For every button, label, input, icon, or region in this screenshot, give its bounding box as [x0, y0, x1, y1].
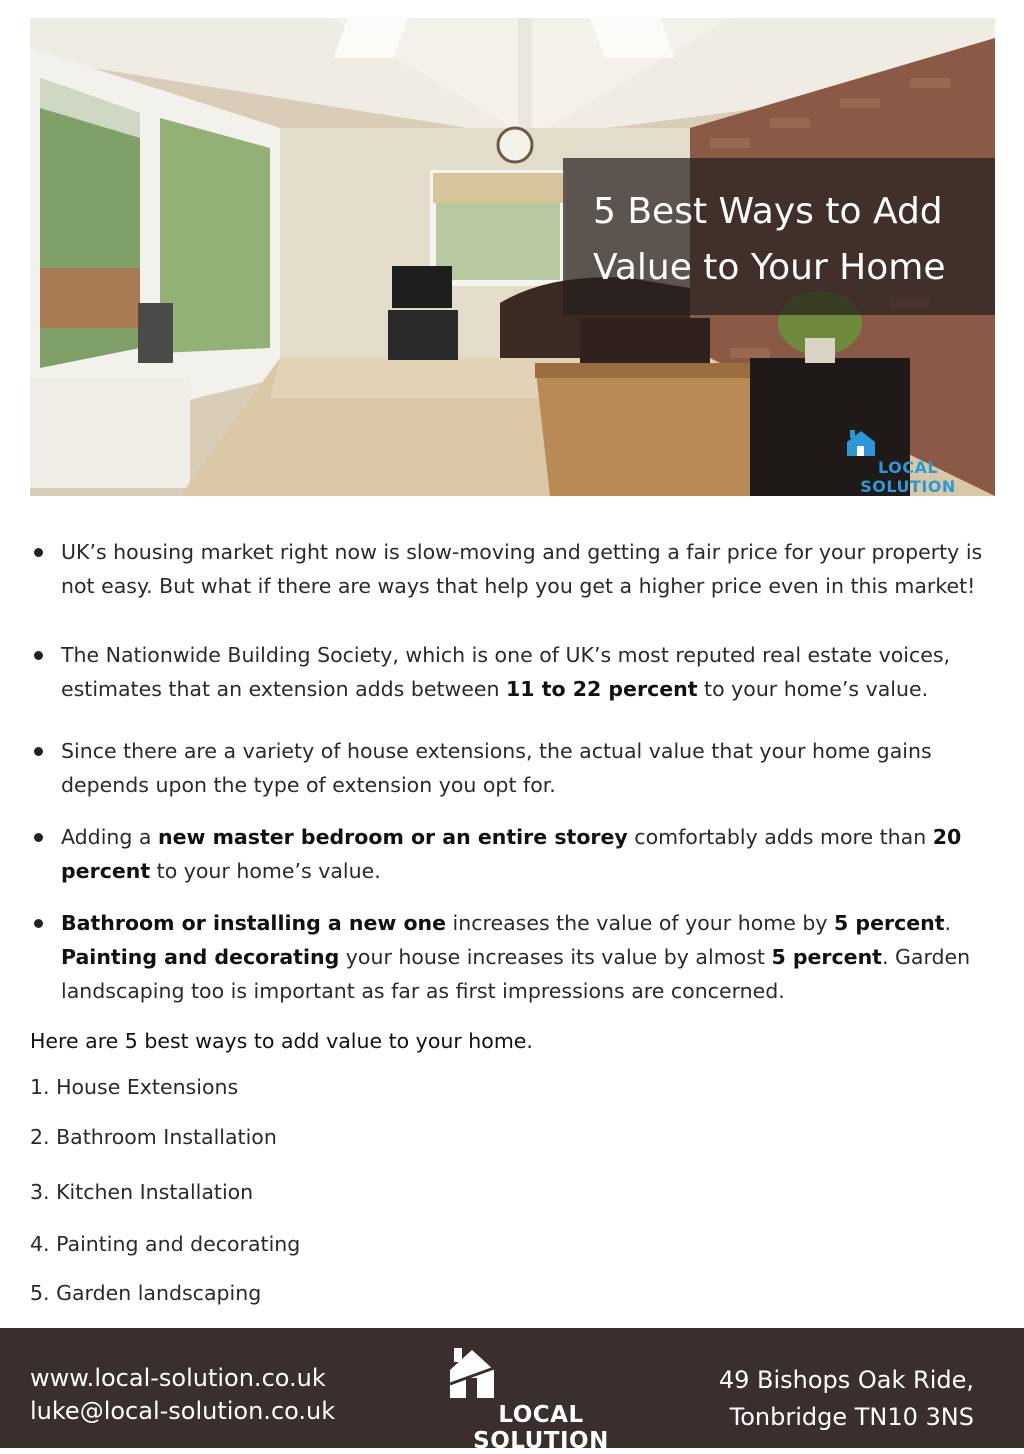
- fact-highlight: 11 to 22 percent: [506, 677, 698, 701]
- fact-item: [61, 638, 986, 706]
- hero-title-line2: Value to Your Home: [593, 247, 946, 288]
- hero-logo: [833, 428, 983, 496]
- hero-image: [30, 18, 995, 496]
- fact-text: Adding a: [61, 825, 158, 849]
- hero-title-line1: 5 Best Ways to Add: [593, 191, 943, 232]
- fact-item: [61, 820, 986, 888]
- fact-highlight: 5 percent: [834, 911, 945, 935]
- way-item: 5. Garden landscaping: [30, 1281, 262, 1305]
- ways-intro: Here are 5 best ways to add value to your home.: [30, 1029, 533, 1053]
- fact-text: to your home’s value.: [697, 677, 929, 701]
- address-line1: 49 Bishops Oak Ride,: [718, 1366, 974, 1394]
- footer-logo: [436, 1344, 646, 1454]
- fact-highlight: new master bedroom or an entire storey: [158, 825, 628, 849]
- address-line2: Tonbridge TN10 3NS: [729, 1403, 974, 1431]
- bullet-icon: [34, 747, 43, 756]
- hero-title-panel: [563, 158, 995, 315]
- way-item: 3. Kitchen Installation: [30, 1180, 254, 1204]
- bullet-icon: [34, 651, 43, 660]
- house-icon: [442, 1344, 502, 1400]
- fact-item: [61, 734, 986, 802]
- fact-text: comfortably adds more than: [627, 825, 933, 849]
- fact-item: [61, 906, 986, 1008]
- fact-highlight: Painting and decorating: [61, 945, 340, 969]
- bullet-icon: [34, 833, 43, 842]
- fact-text: increases the value of your home by: [446, 911, 834, 935]
- fact-item: [61, 535, 986, 603]
- footer-contact: [30, 1362, 335, 1428]
- fact-text: Since there are a variety of house extensions, the actual value that your home gains depends upon the type of extension you opt for.: [61, 739, 932, 797]
- fact-text: your house increases its value by almost: [339, 945, 772, 969]
- hero-title: [593, 184, 983, 296]
- way-item: 1. House Extensions: [30, 1075, 239, 1099]
- way-item: 2. Bathroom Installation: [30, 1125, 277, 1149]
- fact-highlight: 20 percent: [61, 825, 962, 883]
- house-icon: [841, 428, 881, 458]
- fact-text: .: [944, 911, 952, 935]
- email-link[interactable]: luke@local-solution.co.uk: [30, 1397, 336, 1425]
- way-item: 4. Painting and decorating: [30, 1232, 301, 1256]
- footer-logo-text: LOCAL SOLUTION: [473, 1402, 609, 1454]
- fact-text: UK’s housing market right now is slow-moving and getting a fair price for your property is not easy. But what if there are ways that help you get a higher price even in this market!: [61, 540, 983, 598]
- fact-text: The Nationwide Building Society, which is one of UK’s most reputed real estate voices, estimates that an extension adds between: [61, 643, 951, 701]
- hero-logo-text: LOCAL SOLUTION: [860, 458, 956, 496]
- fact-text: . Garden landscaping too is important as far as first impressions are concerned.: [61, 945, 971, 1003]
- fact-highlight: 5 percent: [771, 945, 882, 969]
- fact-text: to your home’s value.: [150, 859, 381, 883]
- bullet-icon: [34, 919, 43, 928]
- fact-highlight: Bathroom or installing a new one: [61, 911, 447, 935]
- footer-address: [719, 1362, 974, 1436]
- footer: [0, 1328, 1024, 1454]
- website-link[interactable]: www.local-solution.co.uk: [30, 1364, 326, 1392]
- bullet-icon: [34, 548, 43, 557]
